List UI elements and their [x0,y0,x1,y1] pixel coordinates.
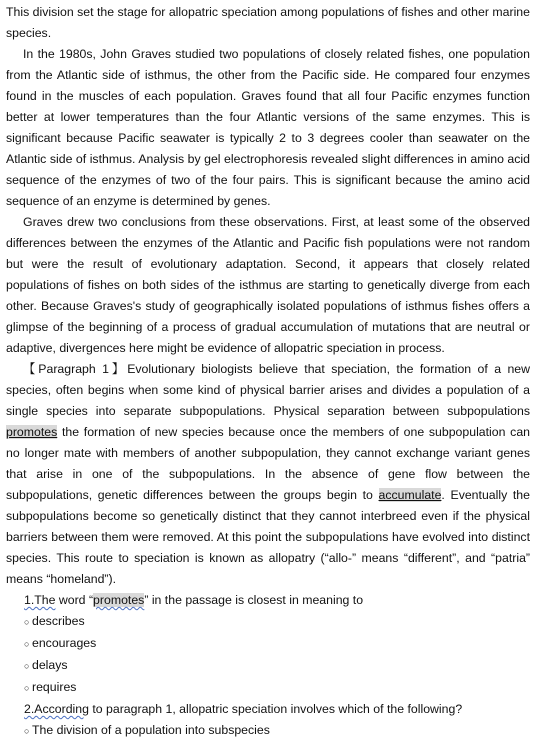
paragraph-1-text-b: the formation of new species because once the members of one subpopulation can no longer mate with members of another subpopulation, they cannot exchange variant genes that arise in one of the subpopulations. In the absence of gene flow between the subpopulations, genetic differences between the groups begin to [6,425,530,502]
question-1-pre: word “ [55,593,94,607]
question-1-stem [6,590,530,611]
question-1-target-word: promotes [93,593,145,607]
question-2 [6,699,530,742]
passage-paragraph-1 [6,359,530,590]
radio-circle-icon[interactable]: ○ [24,661,30,671]
question-1 [6,590,530,699]
highlighted-word-accumulate[interactable]: accumulate [378,488,442,502]
radio-circle-icon[interactable]: ○ [24,726,30,736]
question-2-number: 2.According [24,702,89,716]
answer-option-label: The division of a population into subspecies [32,723,270,737]
radio-circle-icon[interactable]: ○ [24,617,30,627]
answer-option-label: describes [32,614,85,628]
radio-circle-icon[interactable]: ○ [24,683,30,693]
answer-option-label: requires [32,680,77,694]
answer-option[interactable] [6,633,530,655]
paragraph-1-text-c: . Eventually the subpopulations become so genetically distinct that they cannot interbreed even if the physical barriers between them were removed. At this point the subpopulations have evolved into distinct species. This route to speciation is known as allopatry (“allo-” means “different”, and “patria” means “homeland”). [6,488,530,586]
question-2-stem [6,699,530,720]
answer-option-label: encourages [32,636,97,650]
radio-circle-icon[interactable]: ○ [24,639,30,649]
question-1-post: ” in the passage is closest in meaning to [144,593,364,607]
answer-option[interactable] [6,720,530,742]
highlighted-word-promotes[interactable]: promotes [6,425,58,439]
passage-intro: This division set the stage for allopatric speciation among populations of fishes and other marine species. [6,5,530,40]
question-1-number: 1.The [24,593,56,607]
answer-option[interactable] [6,611,530,633]
passage-paragraph-graves-study: In the 1980s, John Graves studied two populations of closely related fishes, one population from the Atlantic side of isthmus, the other from the Pacific side. He compared four enzymes found in the muscles of each population. Graves found that all four Pacific enzymes function better at lower temperatures than the four Atlantic versions of the same enzymes. This is significant because Pacific seawater is typically 2 to 3 degrees cooler than seawater on the Atlantic side of isthmus. Analysis by gel electrophoresis revealed slight differences in amino acid sequence of the enzymes of two of the four pairs. This is significant because the amino acid sequence of an enzyme is determined by genes. [6,47,530,208]
answer-option[interactable] [6,677,530,699]
paragraph-1-text-a: 【Paragraph 1】Evolutionary biologists believe that speciation, the formation of a new species, often begins when some kind of physical barrier arises and divides a population of a single species into separate subpopulations. Physical separation between subpopulations [6,362,530,418]
reading-passage [6,2,530,742]
answer-option[interactable] [6,655,530,677]
answer-option-label: delays [32,658,68,672]
passage-paragraph-conclusions: Graves drew two conclusions from these observations. First, at least some of the observed differences between the enzymes of the Atlantic and Pacific fish populations were not random but were the result of evolutionary adaptation. Second, it appears that closely related populations of fishes on both sides of the isthmus are starting to genetically diverge from each other. Because Graves's study of geographically isolated populations of isthmus fishes offers a glimpse of the beginning of a process of gradual accumulation of mutations that are neutral or adaptive, divergences here might be evidence of allopatric speciation in process. [6,215,530,355]
question-2-text: to paragraph 1, allopatric speciation involves which of the following? [88,702,463,716]
